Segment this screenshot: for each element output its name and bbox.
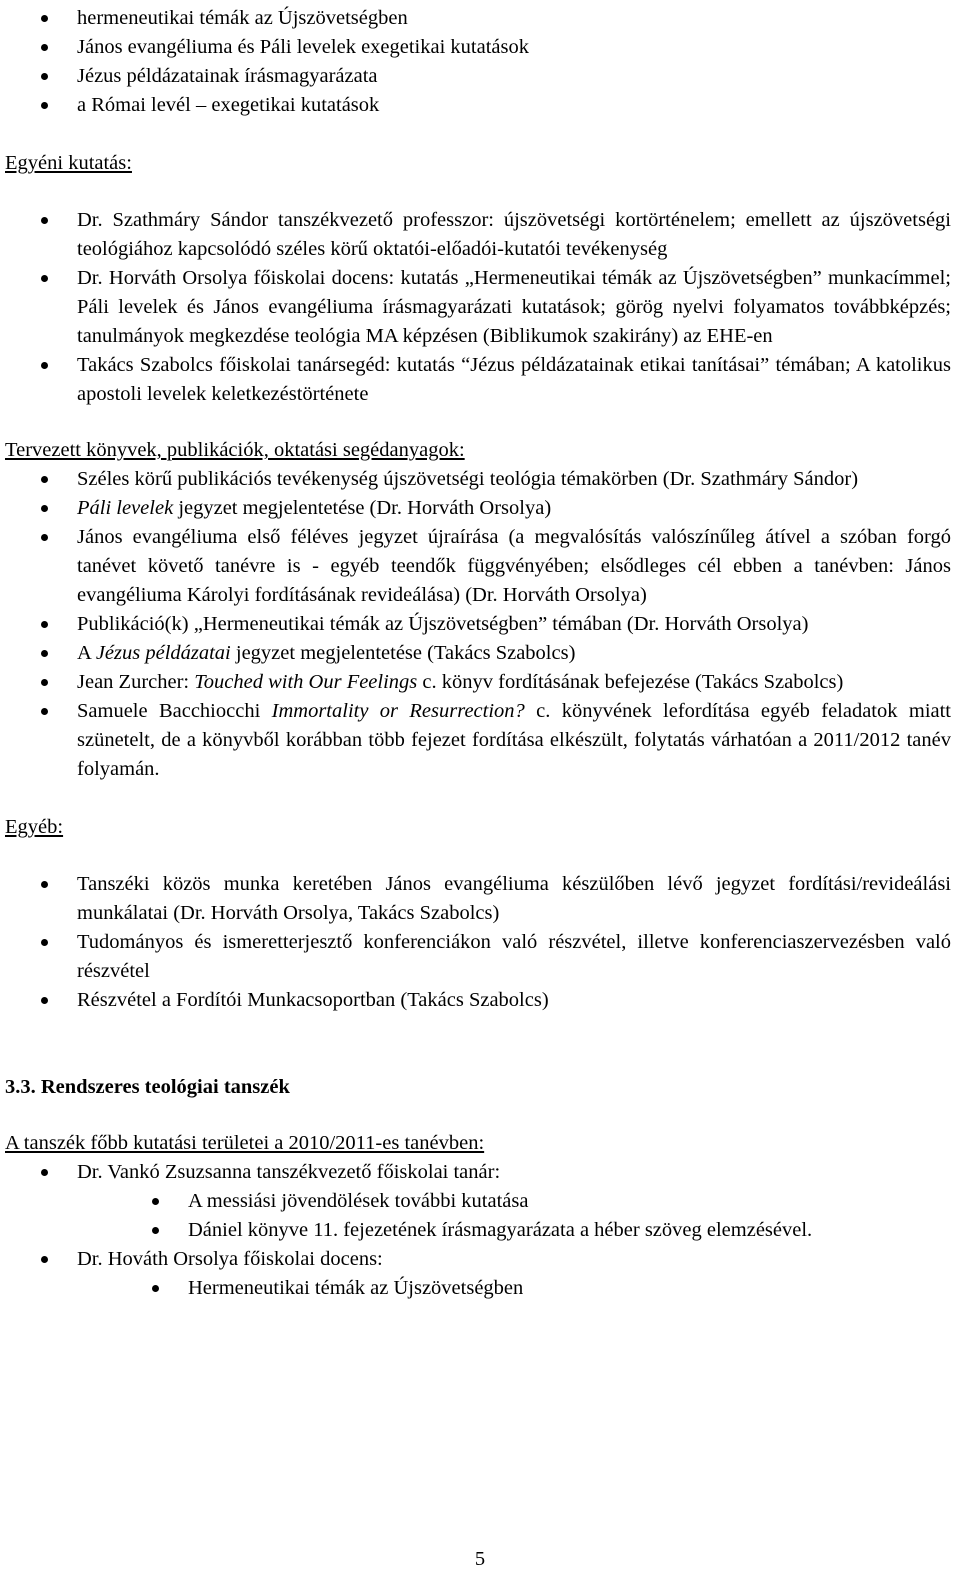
- italic-title: Immortality or Resurrection?: [271, 700, 525, 722]
- item-text: jegyzet megjelentetése (Takács Szabolcs): [230, 642, 576, 664]
- list-item: Tudományos és ismeretterjesztő konferenciákon való részvétel, illetve konferenciaszervezésben való részvétel: [77, 928, 951, 986]
- list-item: [77, 494, 951, 523]
- other-list: [0, 870, 960, 1015]
- person-label: Dr. Hováth Orsolya főiskolai docens:: [77, 1248, 383, 1270]
- list-item: [77, 639, 951, 668]
- list-item: [77, 1245, 951, 1303]
- list-item: Dr. Horváth Orsolya főiskolai docens: kutatás „Hermeneutikai témák az Újszövetségben” munkacímmel; Páli levelek és János evangéliuma írásmagyarázati kutatások; görög nyelvi folyamatos továbbképzés; tanulmányok megkezdése teológia MA képzésen (Biblikumok szakirány) az EHE-en: [77, 264, 951, 351]
- sublist: [77, 1187, 951, 1245]
- list-item: [77, 697, 951, 784]
- list-item: [77, 1158, 951, 1245]
- list-item: János evangéliuma és Páli levelek exegetikai kutatások: [77, 33, 951, 62]
- research-topics-list: [0, 4, 960, 120]
- list-item: hermeneutikai témák az Újszövetségben: [77, 4, 951, 33]
- italic-title: Jézus példázatai: [95, 642, 231, 664]
- list-item: Publikáció(k) „Hermeneutikai témák az Újszövetségben” témában (Dr. Horváth Orsolya): [77, 610, 951, 639]
- item-text: c. könyv fordításának befejezése (Takács Szabolcs): [417, 671, 844, 693]
- planned-publications-heading: Tervezett könyvek, publikációk, oktatási segédanyagok:: [5, 439, 465, 461]
- list-item: [77, 668, 951, 697]
- item-text: Samuele Bacchiocchi: [77, 700, 272, 722]
- list-item: Tanszéki közös munka keretében János evangéliuma készülőben lévő jegyzet fordítási/revideálási munkálatai (Dr. Horváth Orsolya, Takács Szabolcs): [77, 870, 951, 928]
- list-item: Takács Szabolcs főiskolai tanársegéd: kutatás “Jézus példázatainak etikai tanításai” témában; A katolikus apostoli levelek keletkezéstörténete: [77, 351, 951, 409]
- list-item: a Római levél – exegetikai kutatások: [77, 91, 951, 120]
- other-heading: Egyéb:: [5, 816, 64, 838]
- list-item: A messiási jövendölések további kutatása: [188, 1187, 951, 1216]
- person-label: Dr. Vankó Zsuzsanna tanszékvezető főiskolai tanár:: [77, 1161, 501, 1183]
- italic-title: Páli levelek: [77, 497, 174, 519]
- list-item: Hermeneutikai témák az Újszövetségben: [188, 1274, 951, 1303]
- section-title: Rendszeres teológiai tanszék: [40, 1076, 290, 1098]
- list-item: Jézus példázatainak írásmagyarázata: [77, 62, 951, 91]
- planned-publications-list: [0, 465, 960, 784]
- section-number: 3.3.: [5, 1076, 36, 1098]
- department-research-heading: A tanszék főbb kutatási területei a 2010/2011-es tanévben:: [5, 1132, 485, 1154]
- item-text: A: [77, 642, 96, 664]
- list-item: János evangéliuma első féléves jegyzet újraírása (a megvalósítás valószínűleg átível a szóban forgó tanévet követő tanévre is - egyéb teendők függvényében; elsődleges cél ebben a tanévben: János evangéliuma Károlyi fordításának revideálása) (Dr. Horváth Orsolya): [77, 523, 951, 610]
- list-item: Dr. Szathmáry Sándor tanszékvezető professzor: újszövetségi kortörténelem; emellett az újszövetségi teológiához kapcsolódó széles körű oktatói-előadói-kutatói tevékenység: [77, 206, 951, 264]
- sublist: [77, 1274, 951, 1303]
- section-heading: [0, 1073, 960, 1102]
- item-text: c. könyvének lefordítása egyéb feladatok miatt szünetelt, de a könyvből korábban több fejezet fordítása elkészült, folytatás várhatóan a 2011/2012 tanév folyamán.: [77, 700, 952, 780]
- individual-research-list: [0, 206, 960, 409]
- list-item: Részvétel a Fordítói Munkacsoportban (Takács Szabolcs): [77, 986, 951, 1015]
- department-research-list: [0, 1158, 960, 1303]
- individual-research-heading: Egyéni kutatás:: [5, 152, 132, 174]
- list-item: Dániel könyve 11. fejezetének írásmagyarázata a héber szöveg elemzésével.: [188, 1216, 951, 1245]
- item-text: Jean Zurcher:: [77, 671, 195, 693]
- italic-title: Touched with Our Feelings: [194, 671, 418, 693]
- item-text: jegyzet megjelentetése (Dr. Horváth Orsolya): [173, 497, 552, 519]
- page-number: 5: [474, 1548, 486, 1570]
- list-item: Széles körű publikációs tevékenység újszövetségi teológia témakörben (Dr. Szathmáry Sándor): [77, 465, 951, 494]
